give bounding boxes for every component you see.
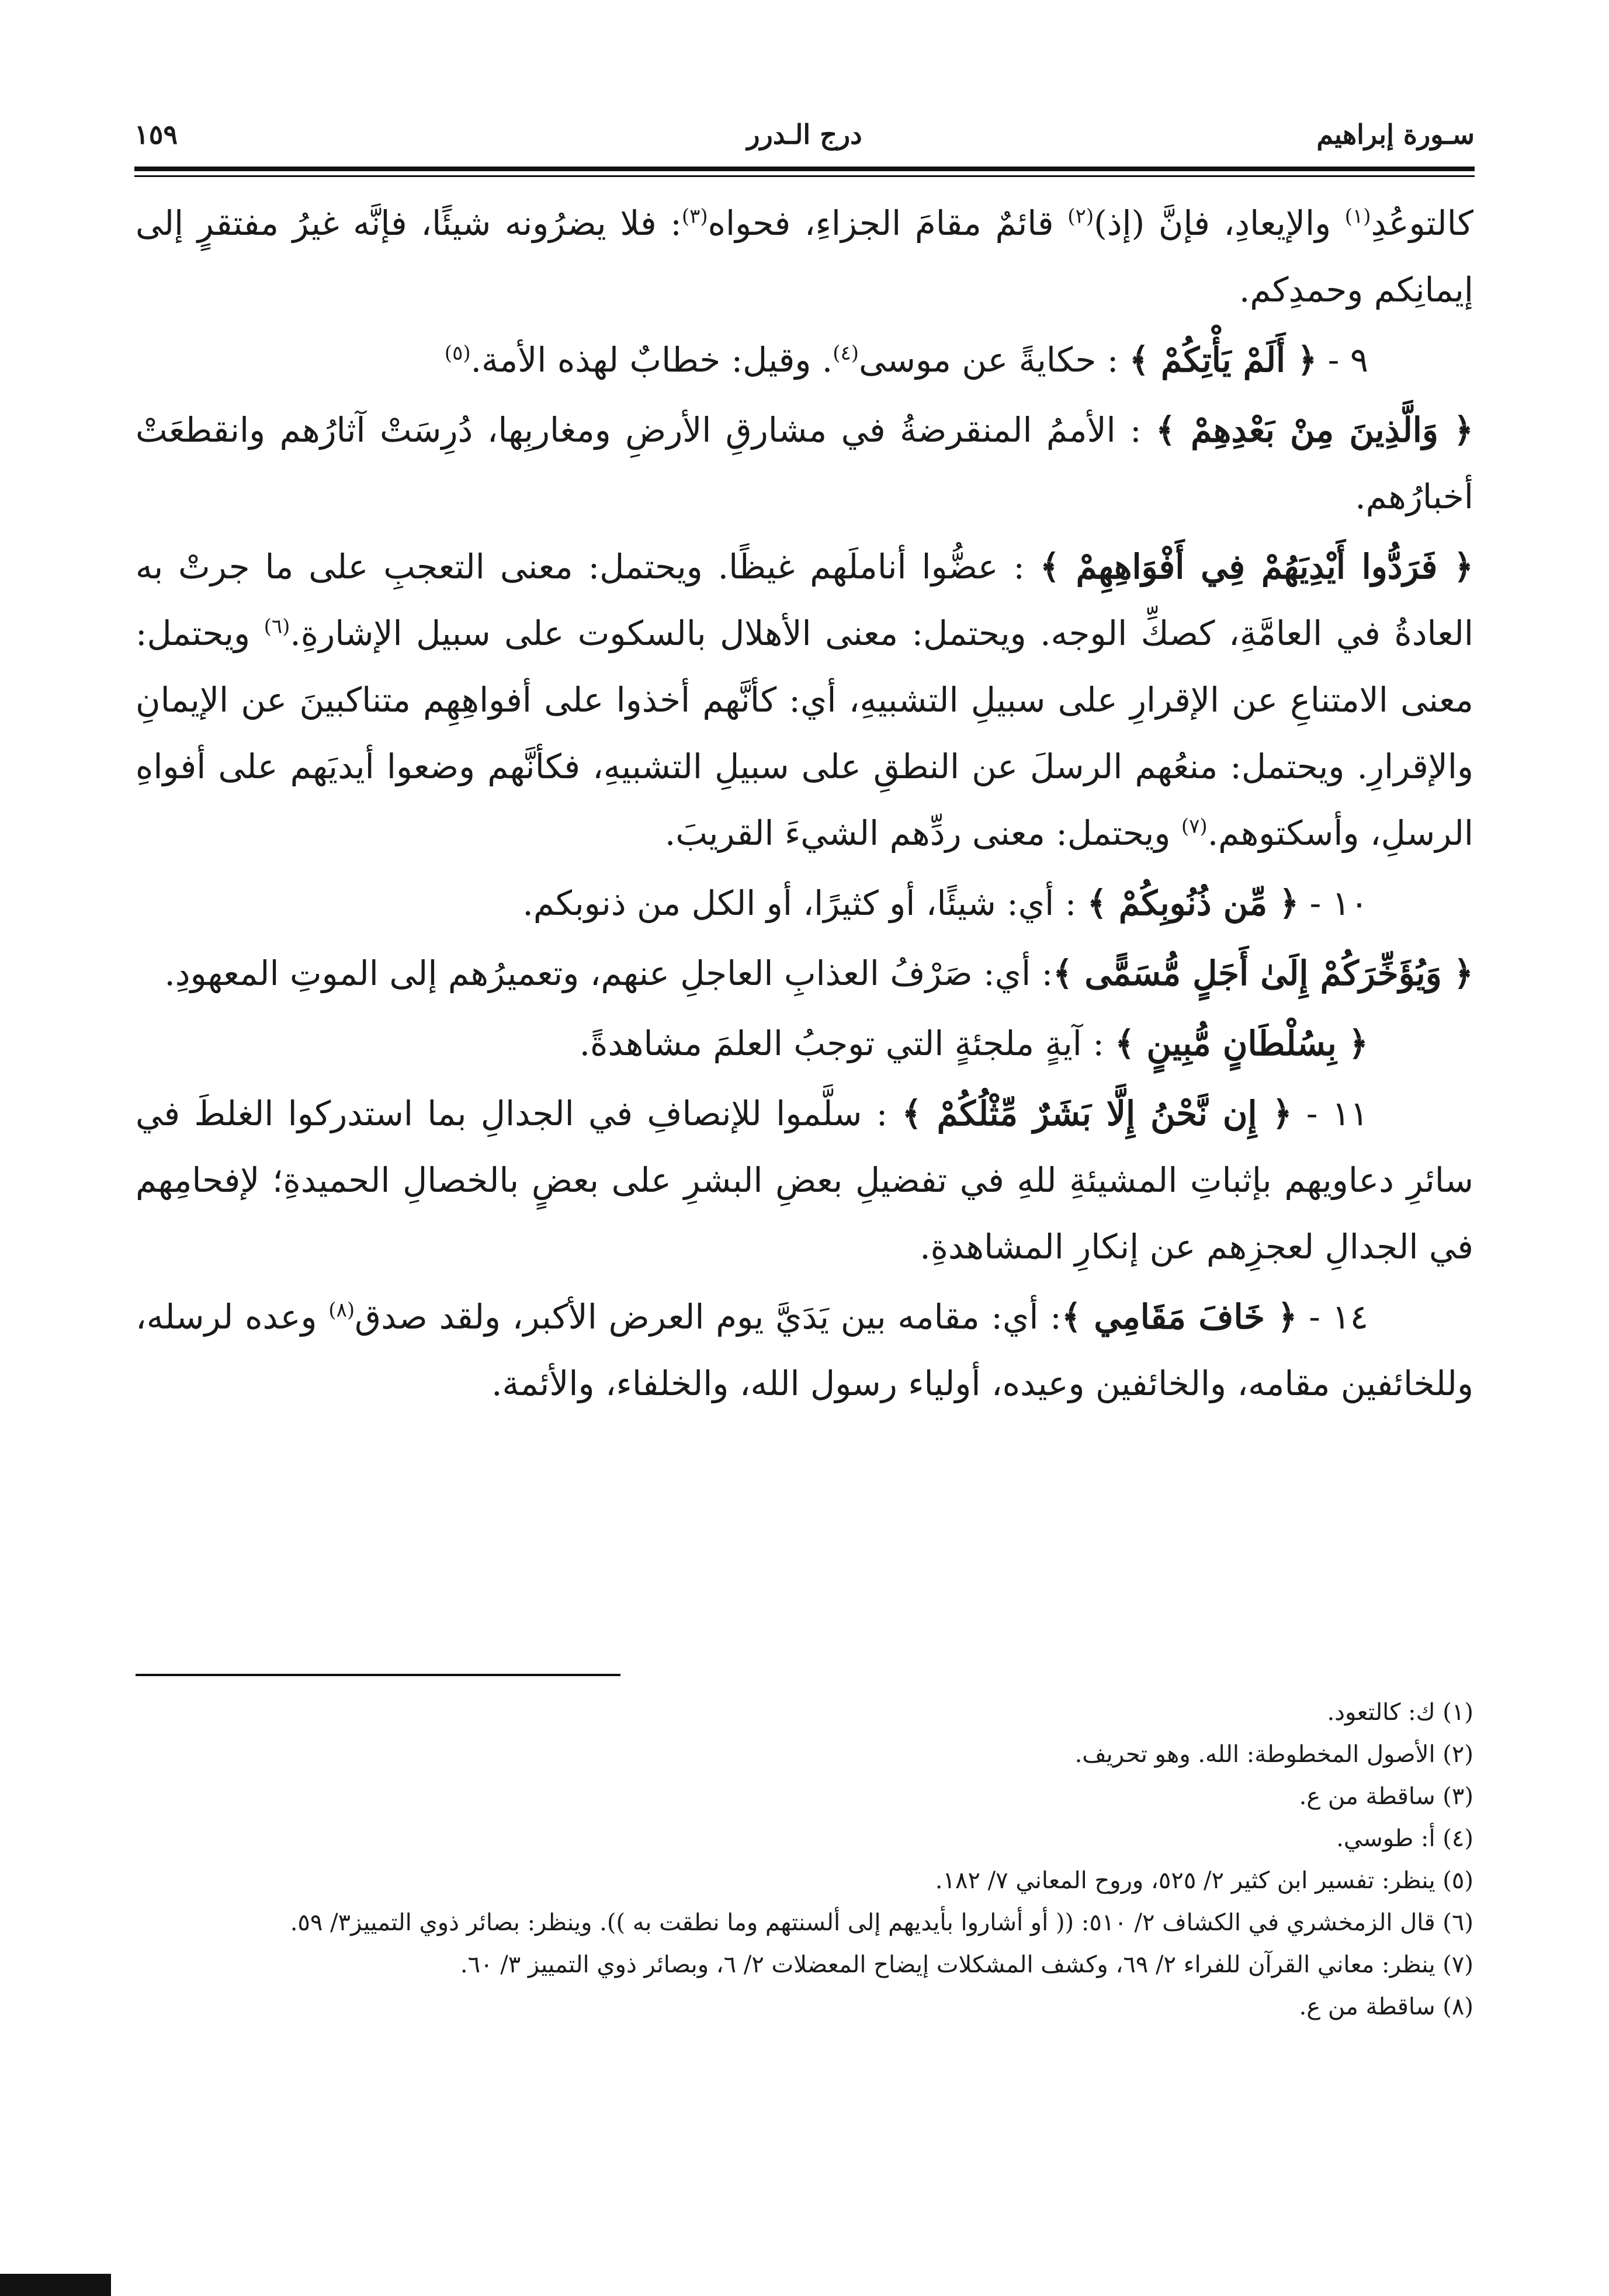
footnote-2: (٢) الأصول المخطوطة: الله. وهو تحريف. [1074,1741,1473,1768]
footnote-8: (٨) ساقطة من ع. [1299,1993,1473,2020]
paragraph-3 [136,397,1473,530]
quran-verse: ﴿ أَلَمْ يَأْتِكُمْ ﴾ [1129,340,1317,380]
paragraph-verse-10 [136,870,1473,937]
footnote-3: (٣) ساقطة من ع. [1299,1783,1473,1810]
footnote-ref[interactable]: (٨) [328,1298,355,1322]
text-run: : حكايةً عن موسى [859,340,1119,380]
footnote-4: (٤) أ: طوسي. [1336,1825,1473,1852]
footnote-separator [136,1674,620,1676]
footnote-ref[interactable]: (٣) [681,204,708,228]
verse-number: ١١ - [1292,1094,1369,1133]
text-run: : فلا يضرُونه شيئًا، فإنَّه غيرُ مفتقرٍ إلى إيمانِكم وحمدِكم. [136,203,1473,310]
book-title: درج الـدرر [747,119,862,150]
text-run: قائمٌ مقامَ الجزاءِ، فحواه [708,203,1068,243]
scan-edge-mark [0,2274,111,2296]
text-run: والإيعادِ، فإنَّ (إذ) [1094,203,1345,243]
paragraph-verse-14 [136,1284,1473,1417]
text-run: ويحتمل: معنى الامتناعِ عن الإقرارِ على سبيلِ التشبيهِ، أي: كأنَّهم أخذوا على أفواهِهِم متناكبينَ عن الإيمانِ والإقرارِ. ويحتمل: منعُهم الرسلَ عن النطقِ على سبيلِ التشبيهِ، فكأنَّهم وضعوا أيديَهم على أفواهِ الرسلِ، وأسكتوهم. [136,613,1473,853]
text-run: : أي: شيئًا، أو كثيرًا، أو الكل من ذنوبكم. [522,883,1077,923]
paragraph-verse-11 [136,1080,1473,1280]
paragraph-4 [136,533,1473,866]
header-rule-thin [134,175,1475,177]
text-run: : سلَّموا للإنصافِ في الجدالِ بما استدركوا الغلطَ في سائرِ دعاويهم بإثباتِ المشيئةِ للهِ في تفضيلِ بعضِ البشرِ على بعضٍ بالخصالِ الحميدةِ؛ لإفحامِهم في الجدالِ لعجزِهم عن إنكارِ المشاهدةِ. [136,1094,1473,1267]
footnote-ref[interactable]: (٦) [263,615,290,639]
footnote-ref[interactable]: (٤) [833,341,859,365]
footnote-1: (١) ك: كالتعود. [1327,1699,1473,1726]
quran-verse: ﴿ وَالَّذِينَ مِنْ بَعْدِهِمْ ﴾ [1156,410,1474,450]
verse-number: ١٠ - [1299,883,1368,923]
footnote-6: (٦) قال الزمخشري في الكشاف ٢/ ٥١٠: (( أو أشاروا بأيديهم إلى ألسنتهم وما نطقت به )). وينظر: بصائر ذوي التمييز٣/ ٥٩. [290,1909,1473,1936]
verse-number: ٩ - [1317,340,1368,380]
text-run: : الأممُ المنقرضةُ في مشارقِ الأرضِ ومغاربِها، دُرِسَتْ آثارُهم وانقطعَتْ أخبارُهم. [136,410,1473,516]
verse-number: ١٤ - [1297,1297,1368,1337]
footnote-ref[interactable]: (٥) [444,341,471,365]
paragraph-7 [136,1010,1473,1077]
text-run: : أي: مقامه بين يَدَيَّ يوم العرض الأكبر، ولقد صدق [355,1297,1062,1337]
footnote-ref[interactable]: (٧) [1181,814,1208,838]
surah-title: سـورة إبراهيم [1316,119,1475,150]
text-run: . وقيل: خطابٌ لهذه الأمة. [470,340,833,380]
running-header [134,114,1475,155]
footnote-7: (٧) ينظر: معاني القرآن للفراء ٢/ ٦٩، وكشف المشكلات إيضاح المعضلات ٢/ ٦، وبصائر ذوي التمييز ٣/ ٦٠. [460,1951,1473,1978]
text-run: كالتوعُدِ [1371,203,1474,243]
quran-verse: ﴿ وَيُؤَخِّرَكُمْ إِلَىٰ أَجَلٍ مُّسَمًّى ﴾ [1053,953,1473,993]
footnote-ref[interactable]: (٢) [1067,204,1094,228]
quran-verse: ﴿ مِّن ذُنُوبِكُمْ ﴾ [1087,883,1299,923]
text-run: : أي: صَرْفُ العذابِ العاجلِ عنهم، وتعميرُهم إلى الموتِ المعهودِ. [164,953,1053,993]
footnote-5: (٥) ينظر: تفسير ابن كثير ٢/ ٥٢٥، وروح المعاني ٧/ ١٨٢. [935,1867,1473,1894]
text-run: ويحتمل: معنى ردِّهم الشيءَ القريبَ. [664,813,1181,853]
paragraph-1 [136,190,1473,323]
page-number: ١٥٩ [134,119,178,150]
text-run: : عضُّوا أناملَهم غيظًا. ويحتمل: معنى التعجبِ على ما جرتْ به العادةُ في العامَّةِ، كصكِّ الوجه. ويحتمل: معنى الأهلال بالسكوت على سبيل الإشارةِ. [136,547,1473,653]
quran-verse: ﴿ فَرَدُّوا أَيْدِيَهُمْ فِي أَفْوَاهِهِمْ ﴾ [1039,547,1474,587]
text-run: وعده لرسله، وللخائفين مقامه، والخائفين وعيده، أولياء رسول الله، والخلفاء، والأئمة. [136,1297,1473,1403]
paragraph-verse-9 [136,327,1473,393]
header-rule-thick [134,167,1475,171]
text-run: : آيةٍ ملجئةٍ التي توجبُ العلمَ مشاهدةً. [579,1024,1104,1063]
main-text [136,190,1473,1420]
quran-verse: ﴿ بِسُلْطَانٍ مُّبِينٍ ﴾ [1115,1024,1368,1063]
paragraph-6 [136,940,1473,1007]
footnote-ref[interactable]: (١) [1344,204,1371,228]
footnotes [136,1691,1473,2028]
quran-verse: ﴿ خَافَ مَقَامِي ﴾ [1061,1297,1298,1337]
quran-verse: ﴿ إِن نَّحْنُ إِلَّا بَشَرٌ مِّثْلُكُمْ ﴾ [901,1094,1292,1133]
